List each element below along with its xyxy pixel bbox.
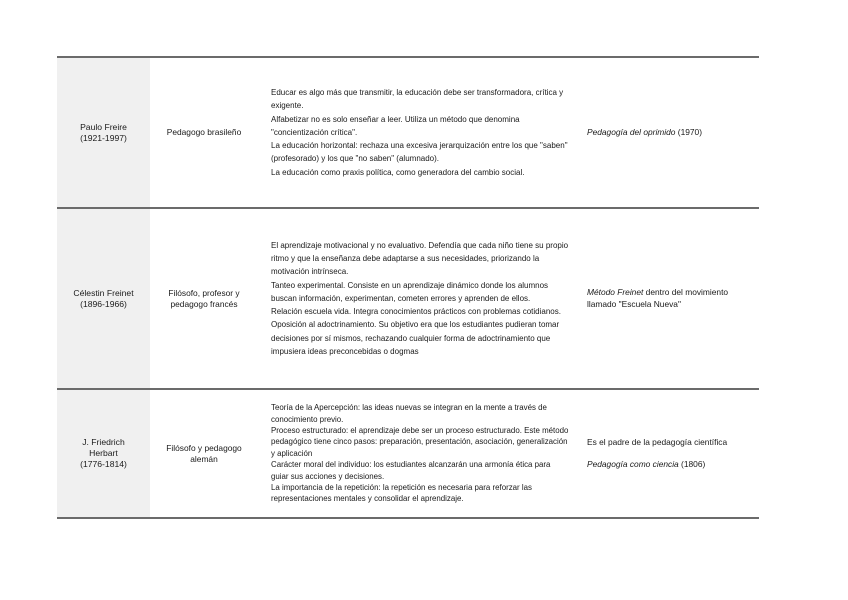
person-name: J. Friedrich [82, 437, 125, 447]
work-note: Es el padre de la pedagogía científica [587, 437, 728, 447]
person-name: Herbart [89, 448, 118, 458]
description-line: Oposición al adoctrinamiento. Su objetivo era que los estudiantes pudieran tomar decisiones por sí mismos, rechazando cualquier forma de adoctrinamiento que impusiera ideas preconcebidas o dogmas [271, 320, 560, 356]
work-cell [575, 58, 759, 207]
name-cell [57, 390, 150, 517]
role-cell [150, 390, 258, 517]
work-title: Método Freinet [587, 287, 644, 297]
table-row [57, 58, 759, 209]
table-row [57, 209, 759, 390]
name-cell [57, 58, 150, 207]
work-title: Pedagogía como ciencia [587, 458, 679, 469]
description-line: La educación horizontal: rechaza una excesiva jerarquización entre los que "saben" (profesorado) y los que "no saben" (alumnado). [271, 141, 568, 164]
pedagogues-table [57, 56, 759, 519]
description-cell [258, 58, 575, 207]
description-cell [258, 209, 575, 388]
description-line: Alfabetizar no es solo enseñar a leer. Utiliza un método que denomina "concientización crítica". [271, 114, 520, 137]
work-cell [575, 390, 759, 517]
description-line: Teoría de la Apercepción: las ideas nuevas se integran en la mente a través de conocimiento previo. [271, 403, 547, 424]
person-role: Pedagogo brasileño [166, 127, 242, 137]
role-cell [150, 58, 258, 207]
work-cell [575, 209, 759, 388]
table-row [57, 390, 759, 519]
description-line: La educación como praxis política, como generadora del cambio social. [271, 167, 525, 177]
work-note: (1806) [678, 458, 706, 469]
person-name: Paulo Freire [80, 121, 127, 132]
description-line: El aprendizaje motivacional y no evaluativo. Defendía que cada niño tiene su propio ritmo y que la enseñanza debe adaptarse a sus necesidades, priorizando la motivación intrínseca. [271, 241, 569, 277]
work-note: (1970) [675, 126, 703, 137]
person-years: (1921-1997) [80, 132, 127, 143]
work-note: dentro del movimiento llamado "Escuela Nueva" [587, 287, 729, 309]
person-role: Filósofo y pedagogo alemán [166, 442, 242, 464]
work-title: Pedagogía del oprimido [587, 126, 676, 137]
role-cell [150, 209, 258, 388]
description-line: La importancia de la repetición: la repetición es necesaria para reforzar las representaciones mentales y consolidar el aprendizaje. [271, 483, 532, 504]
name-cell [57, 209, 150, 388]
person-years: (1896-1966) [80, 298, 127, 309]
description-line: Proceso estructurado: el aprendizaje debe ser un proceso estructurado. Este método pedagógico tiene cinco pasos: preparación, presentación, asociación, generalización y aplicación [271, 425, 569, 458]
description-cell [258, 390, 575, 517]
person-role: Filósofo, profesor y pedagogo francés [168, 287, 240, 309]
description-line: Carácter moral del individuo: los estudiantes alcanzarán una armonía ética para guiar sus acciones y decisiones. [271, 460, 551, 481]
person-name: Célestin Freinet [73, 287, 134, 298]
description-line: Educar es algo más que transmitir, la educación debe ser transformadora, crítica y exigente. [271, 88, 564, 111]
person-years: (1776-1814) [80, 459, 127, 469]
description-line: Relación escuela vida. Integra conocimientos prácticos con problemas cotidianos. [271, 307, 561, 317]
description-line: Tanteo experimental. Consiste en un aprendizaje dinámico donde los alumnos buscan información, experimentan, cometen errores y aprenden de ellos. [271, 280, 549, 303]
